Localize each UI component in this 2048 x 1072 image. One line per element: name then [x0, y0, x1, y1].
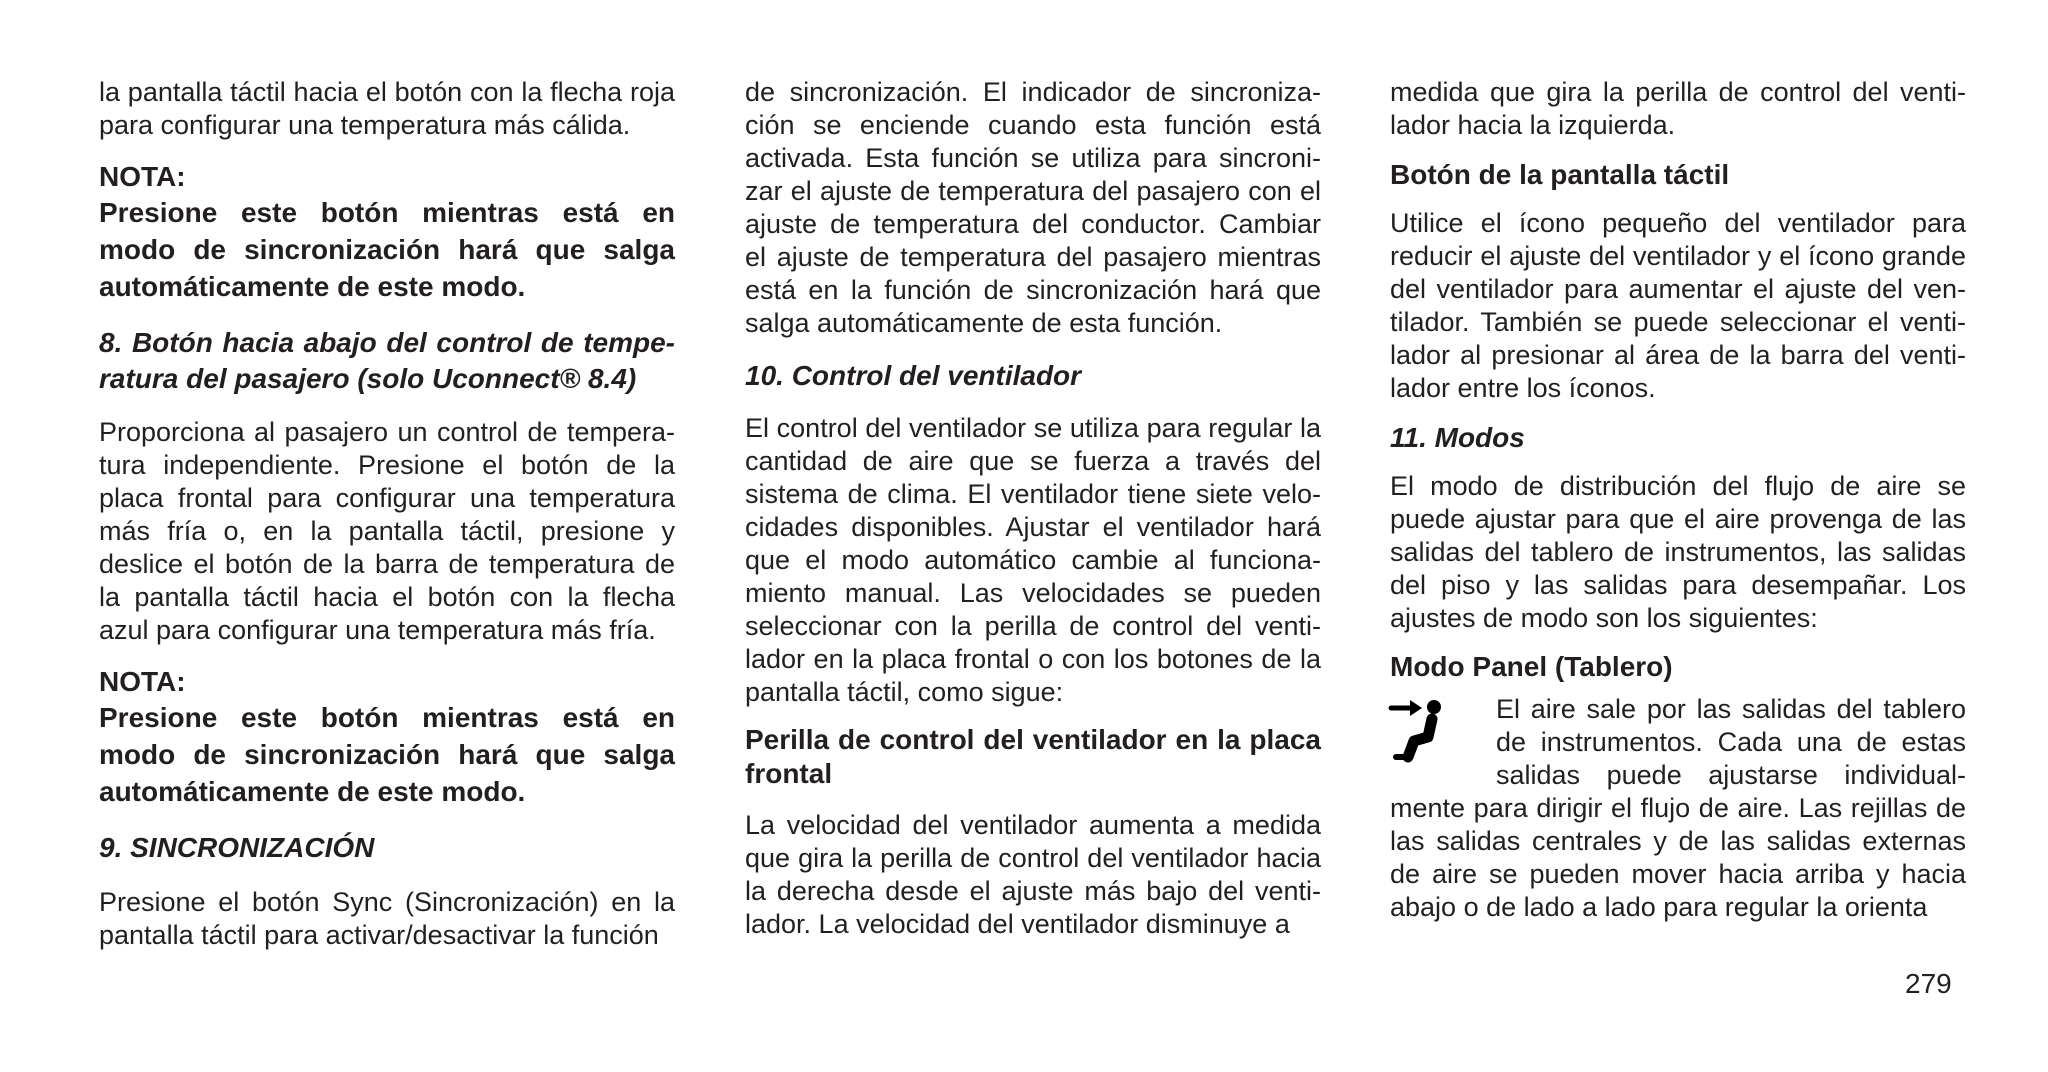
paragraph: El aire sale por las salidas del tablero de instrumentos. Cada una de estas salidas puede ajustarse individualmente para dirigir el flujo de aire. Las rejillas de las salidas centrales y de las salidas externas de aire se pueden mover hacia arriba y hacia abajo o de lado a lado para regular la orienta: [1390, 694, 1966, 922]
subheading: Perilla de control del ventilador en la placa frontal: [745, 724, 1321, 789]
panel-mode-icon: [1390, 695, 1486, 791]
page-number: 279: [1905, 968, 1952, 999]
section-heading-10: 10. Control del ventilador: [745, 360, 1082, 391]
paragraph: El modo de distribución del flujo de aire se puede ajustar para que el aire provenga de las salidas del tablero de instrumentos, las salidas del piso y las salidas para desempañar. Los ajustes de modo son los siguientes:: [1390, 471, 1966, 633]
paragraph: La velocidad del ventilador aumenta a medida que gira la perilla de control del ventilador hacia la derecha desde el ajuste más bajo del ventilador. La velocidad del ventilador disminuye a: [745, 810, 1321, 939]
mode-description: [1390, 693, 1966, 924]
note-label: NOTA:: [99, 161, 186, 192]
column-left: [99, 76, 675, 952]
subheading: Modo Panel (Tablero): [1390, 651, 1673, 682]
section-heading-11: 11. Modos: [1390, 422, 1525, 453]
note-text: Presione este botón mientras está en modo de sincronización hará que salga automáticamente de este modo.: [99, 197, 675, 302]
subheading: Botón de la pantalla táctil: [1390, 159, 1730, 190]
column-right: [1390, 76, 1966, 924]
note-label: NOTA:: [99, 666, 186, 697]
column-middle: [745, 76, 1321, 941]
paragraph: Utilice el ícono pequeño del ventilador para reducir el ajuste del ventilador y el ícono grande del ventilador para aumentar el ajuste del ventilador. También se puede seleccionar el ventilador al presionar al área de la barra del ventilador entre los íconos.: [1390, 208, 1966, 403]
note-text: Presione este botón mientras está en modo de sincronización hará que salga automáticamente de este modo.: [99, 702, 675, 807]
paragraph: Presione el botón Sync (Sincronización) en la pantalla táctil para activar/desactivar la función: [99, 887, 675, 950]
section-heading-9: 9. SINCRONIZACIÓN: [99, 832, 375, 863]
paragraph: medida que gira la perilla de control del ventilador hacia la izquierda.: [1390, 77, 1966, 140]
paragraph: de sincronización. El indicador de sincronización se enciende cuando esta función está activada. Esta función se utiliza para sincronizar el ajuste de temperatura del pasajero con el ajuste de temperatura del conductor. Cambiar el ajuste de temperatura del pasajero mientras está en la función de sincronización hará que salga automáticamente de esta función.: [745, 77, 1321, 338]
paragraph: El control del ventilador se utiliza para regular la cantidad de aire que se fuerza a través del sistema de clima. El ventilador tiene siete velocidades disponibles. Ajustar el ventilador hará que el modo automático cambie al funcionamiento manual. Las velocidades se pueden seleccionar con la perilla de control del ventilador en la placa frontal o con los botones de la pantalla táctil, como sigue:: [745, 413, 1321, 707]
paragraph: la pantalla táctil hacia el botón con la flecha roja para configurar una temperatura más cálida.: [99, 77, 675, 140]
paragraph: Proporciona al pasajero un control de temperatura independiente. Presione el botón de la placa frontal para configurar una temperatura más fría o, en la pantalla táctil, presione y deslice el botón de la barra de temperatura de la pantalla táctil hacia el botón con la flecha azul para configurar una temperatura más fría.: [99, 417, 675, 645]
section-heading-8: 8. Botón hacia abajo del control de temperatura del pasajero (solo Uconnect® 8.4): [99, 327, 675, 394]
